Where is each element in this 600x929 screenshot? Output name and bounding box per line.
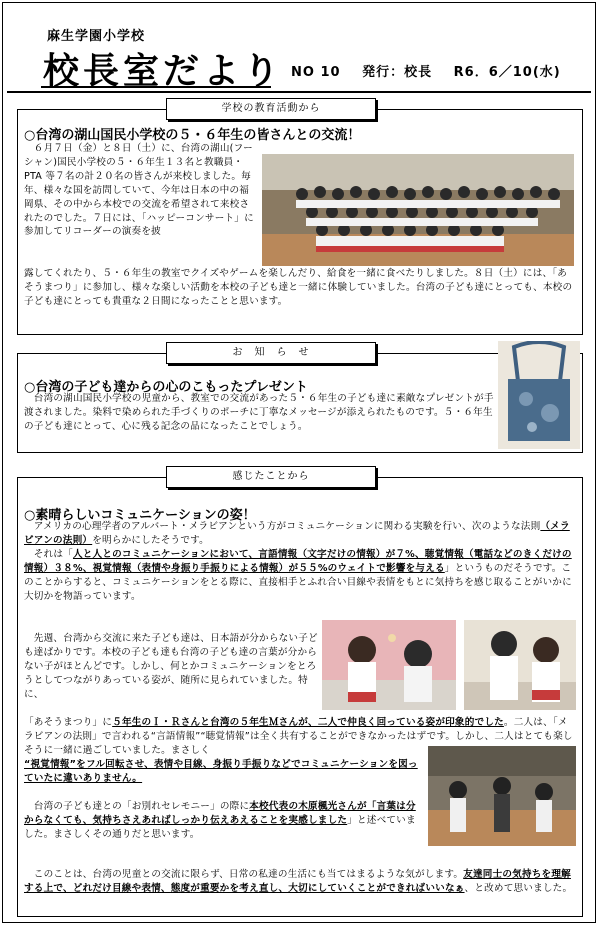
header-rule [7,91,591,93]
text-run: それは「 [24,549,73,560]
text-run: 」と述べていました。まさしくその通りだと思います。 [24,814,416,840]
underlined-text: “視覚情報”をフル回転させ、表情や目線、身振り手振りなどでコミュニケーションを図っていたに違いありません。 [24,759,418,784]
underlined-text: 本校代表の木原楓光さんが「言葉は分からなくても、気持ちさえあればしっかり伝えあえることを実感しました [24,801,416,826]
reflection-paragraph-5 [24,800,424,842]
ceremony-photo [428,746,576,846]
issue-date: R6．6／10(水) [453,65,561,80]
section-paragraph: 台湾の湖山国民小学校の児童から、教室での交流があった５・６年生の子ども達に素敵なプレゼントが手渡されました。染料で染められた手づくりのポーチに丁寧なメッセージが添えられたものです。５・６年生の子ども達にとって、心に残る記念の品になったことでしょう。 [24,393,494,432]
section-label: 学校の教育活動から [166,98,376,120]
text-run: 「あそうまつり」に [24,717,113,728]
reflection-paragraph-2 [24,548,576,604]
issue-info [291,61,577,80]
section-label: お 知 ら せ [166,342,376,364]
underlined-text: 友達同士の気持ちを理解する上で、どれだけ目線や表情、態度が重要かを考え直し、大切にしていくことができればいいなぁ [24,869,571,894]
section-headline: ○素晴らしいコミュニケーションの姿！ [24,508,256,523]
text-run: を明らかにしたそうです。 [92,534,209,546]
newsletter-title: 校長室だより [43,50,284,92]
text-run: 。二人は、「メラビアンの法則」で言われる“言語情報”“聴覚情報”は全く共有することができなかったはずです。しかし、二人はとても楽しそうに一緒に過ごしていました。まさしく [24,717,573,756]
text-run: 」というものだそうです。このことからすると、コミュニケーションをとる際に、直接相手とふれ合い目線や表情をもとに気持ちを感じ取ることがいかに大切かを物語っています。 [24,562,572,602]
title-underline [41,86,271,88]
text-run: アメリカの心理学者のアルバート・メラビアンという方がコミュニケーションに関わる実験を行い、次のような法則 [24,521,541,532]
group-photo [262,154,574,266]
section-education [17,103,583,335]
pouch-photo [498,341,580,449]
text-run: 、と改めて思いました。 [464,882,573,894]
section-paragraph: ６月７日（金）と８日（土）に、台湾の湖山(フーシャン)国民小学校の５・６年生１３名と教職員・PTA 等７名の計２０名の皆さんが来校しました。毎年、様々な国を訪問していて、今年は日本の中の福岡県、その中から本校での交流を希望されて来校されたのでした。７日には、「ハッピーコンサート」に参加してリコーダーの演奏を披 [24,143,254,238]
reflection-paragraph-6 [24,868,576,896]
section-label: 感じたことから [166,466,376,488]
section-headline: ○台湾の湖山国民小学校の５・６年生の皆さんとの交流！ [24,128,361,143]
underlined-text: （メラビアンの法則） [24,521,570,546]
reflection-paragraph-4b [24,758,424,786]
newsletter-page [2,2,596,923]
reflection-paragraph-1 [24,520,576,548]
school-name: 麻生学園小学校 [47,29,146,44]
section-reflection [17,471,583,917]
text-run: 台湾の子ども達との「お別れセレモニー」の際に [24,801,250,812]
underlined-text: ５年生のＩ・Ｒさんと台湾の５年生Ｍさんが、二人で仲良く回っている姿が印象的でした [112,717,504,728]
festival-photo-1 [322,620,456,710]
festival-photo-2 [464,620,576,710]
text-run: このことは、台湾の児童との交流に限らず、日常の私達の生活にも当てはまるような気がします。 [24,869,464,880]
underlined-text: 人と人とのコミュニケーションにおいて、言語情報（文字だけの情報）が７%、聴覚情報（電話などのきくだけの情報）３８%、視覚情報（表情や身振り手振りによる情報）が５５%のウェイトで影響を与える [24,549,572,574]
section-headline: ○台湾の子ども達からの心のこもったプレゼント [24,380,308,395]
issue-number: NO 10 [291,65,341,80]
publisher: 発行：校長 [362,65,433,80]
reflection-paragraph-3: 先週、台湾から交流に来た子ども達は、日本語が分からない子ども達ばかりです。本校の子ども達も台湾の子ども達の言葉が分からない子がほとんどです。しかし、何とかコミュニケーションをとろうとしてつながりあっている姿が、随所に見られていました。特に、 [24,633,318,700]
newsletter-header [9,7,591,91]
section-paragraph: 露してくれたり、５・６年生の教室でクイズやゲームを楽しんだり、給食を一緒に食べたりしました。８日（土）には、「あそうまつり」に参加し、様々な楽しい活動を本校の子ども達と一緒に体験していました。台湾の子ども達にとっても、本校の子ども達にとっても貴重な２日間になったことと思います。 [24,268,573,307]
